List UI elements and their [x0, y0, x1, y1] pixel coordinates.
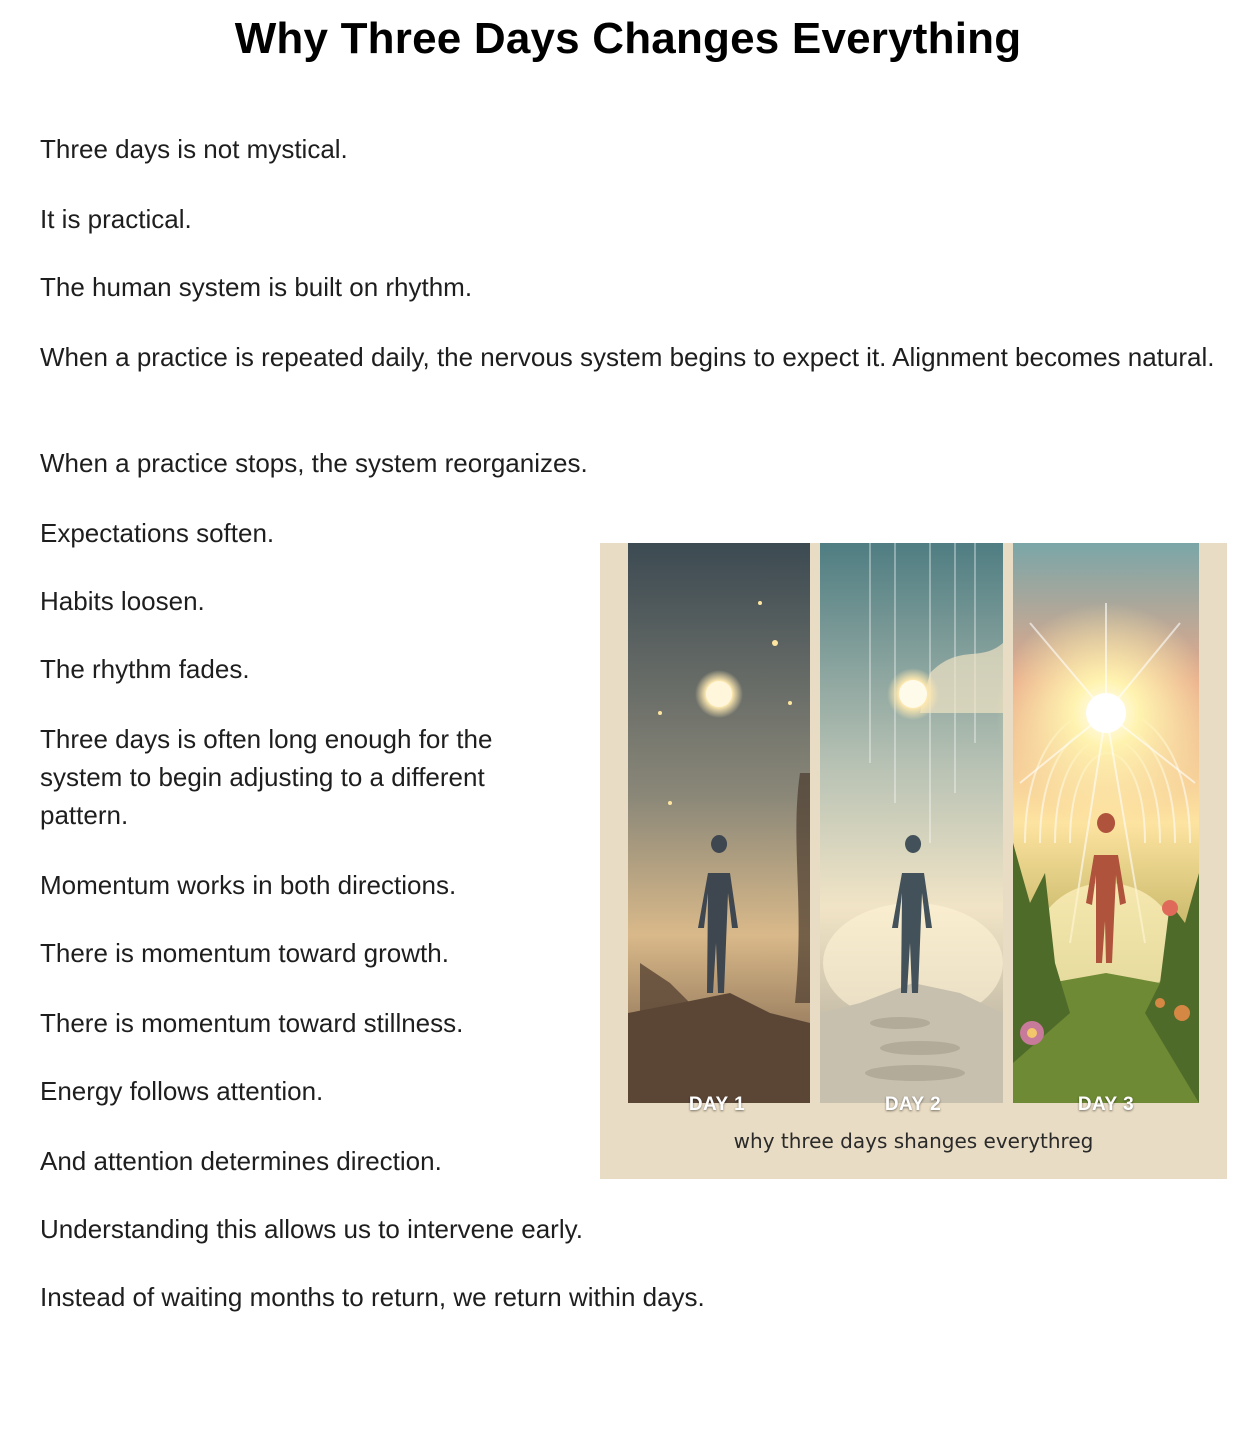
three-days-illustration — [600, 543, 1227, 1179]
paragraph: Momentum works in both directions. — [40, 870, 457, 900]
paragraph: Three days is often long enough for the system to begin adjusting to a different pattern. — [40, 724, 493, 830]
paragraph: Expectations soften. — [40, 518, 275, 548]
day-1-panel — [628, 543, 810, 1103]
illustration-caption: why three days shanges everythreg — [733, 1129, 1094, 1153]
day-2-label: DAY 2 — [884, 1094, 942, 1115]
paragraph: Understanding this allows us to intervene early. — [40, 1214, 583, 1244]
paragraph: Energy follows attention. — [40, 1076, 324, 1106]
day-3-panel — [996, 543, 1216, 1103]
paragraph: Habits loosen. — [40, 586, 205, 616]
paragraph: The human system is built on rhythm. — [40, 272, 473, 302]
day-2-panel — [820, 543, 1003, 1103]
paragraph: There is momentum toward growth. — [40, 938, 449, 968]
paragraph: The rhythm fades. — [40, 654, 250, 684]
page-title: Why Three Days Changes Everything — [234, 14, 1022, 63]
paragraph: Instead of waiting months to return, we return within days. — [40, 1282, 705, 1312]
paragraph: And attention determines direction. — [40, 1146, 442, 1176]
paragraph: When a practice is repeated daily, the nervous system begins to expect it. Alignment becomes natural. — [40, 342, 1215, 372]
paragraph: When a practice stops, the system reorganizes. — [40, 448, 588, 478]
illustration-artwork — [600, 543, 1227, 1179]
paragraph: Three days is not mystical. — [40, 134, 348, 164]
paragraph: There is momentum toward stillness. — [40, 1008, 464, 1038]
day-3-label: DAY 3 — [1077, 1094, 1135, 1115]
paragraph: It is practical. — [40, 204, 192, 234]
day-1-label: DAY 1 — [688, 1094, 746, 1115]
